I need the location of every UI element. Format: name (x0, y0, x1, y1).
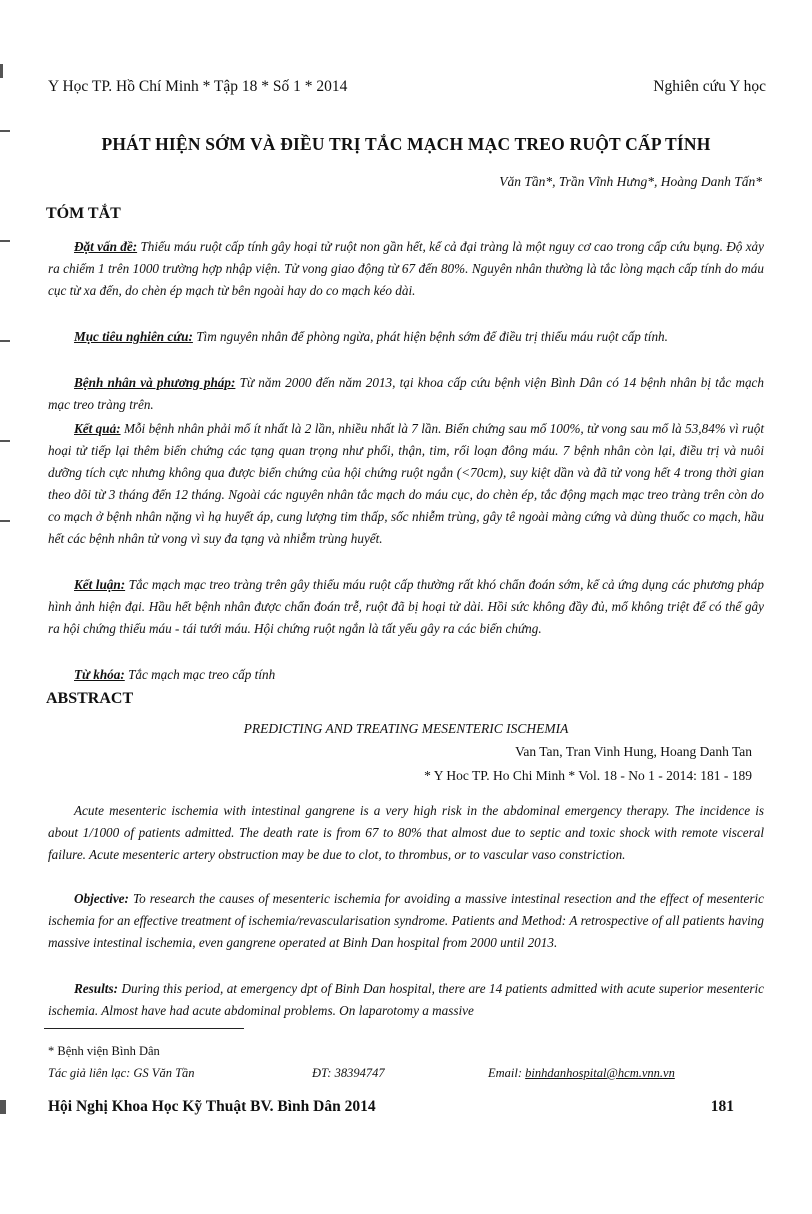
abstract-results-label: Results: (74, 981, 118, 996)
journal-header: Y Học TP. Hồ Chí Minh * Tập 18 * Số 1 * 2014 (48, 78, 348, 95)
abstract-intro-text: Acute mesenteric ischemia with intestinal gangrene is a very high risk in the abdominal emergency therapy. The incidence is about 1/1000 of patients admitted. The death rate is from 67 to 80% that almost due to septic and toxic shock with remote visceral failure. Acute mesenteric artery obstruction may be due to clot, to thrombus, or to vascular vaso constriction. (48, 803, 764, 862)
keywords-label: Từ khóa: (74, 667, 125, 682)
abstract-intro-paragraph (48, 800, 764, 866)
keywords-text: Tắc mạch mạc treo cấp tính (128, 667, 276, 682)
background-text: Thiếu máu ruột cấp tính gây hoại tử ruột non gần hết, kể cả đại tràng là một nguy cơ cao trong cấp cứu bụng. Độ xảy ra chiếm 1 trên 1000 trường hợp nhập viện. Tử vong giao động từ 67 đến 80%. Nguyên nhân thường là tắc lòng mạch cấp tính do máu cục từ xa đến, do chèn ép mạch từ bên ngoài hay do co mạch kéo dài. (48, 239, 764, 298)
scan-mark (0, 240, 10, 242)
section-header: Nghiên cứu Y học (653, 78, 766, 95)
article-authors: Văn Tần*, Trần Vĩnh Hưng*, Hoàng Danh Tấn* (499, 174, 762, 189)
results-paragraph (48, 418, 764, 550)
footnote-email-label: Email: (488, 1066, 523, 1080)
footnote-email (488, 1066, 675, 1081)
conference-footer: Hội Nghị Khoa Học Kỹ Thuật BV. Bình Dân 2014 (48, 1098, 376, 1115)
footnote-contact-author: Tác giả liên lạc: GS Văn Tần (48, 1066, 195, 1080)
conclusion-label: Kết luận: (74, 577, 126, 592)
objective-paragraph (48, 326, 764, 348)
abstract-citation: * Y Hoc TP. Ho Chi Minh * Vol. 18 - No 1 - 2014: 181 - 189 (424, 768, 752, 783)
footnote-affiliation: * Bệnh viện Bình Dân (48, 1044, 160, 1058)
scan-mark (0, 1100, 6, 1114)
objective-label: Mục tiêu nghiên cứu: (74, 329, 193, 344)
conclusion-text: Tắc mạch mạc treo tràng trên gây thiếu máu ruột cấp thường rất khó chẩn đoán sớm, kể cả ứng dụng các phương pháp hình ảnh hiện đại. Hầu hết bệnh nhân được chẩn đoán trễ, ruột đã bị hoại tử dài. Hồi sức không đầy đủ, mổ không triệt để có thể gây ra hội chứng thiếu máu - tái tưới máu. Hội chứng ruột ngắn là tất yếu gây ra các biến chứng. (48, 577, 764, 636)
abstract-results-text: During this period, at emergency dpt of Binh Dan hospital, there are 14 patients admitted with acute superior mesenteric ischemia. Almost have had acute abdominal problems. On laparotomy a massive (48, 981, 764, 1018)
abstract-objective-text: To research the causes of mesenteric ischemia for avoiding a massive intestinal resection and the effect of mesenteric ischemia for an effective treatment of ischemia/revascularisation syndrome. Patients and Method: A retrospective of all patients having massive intestinal ischemia, even gangrene operated at Binh Dan hospital from 2000 until 2013. (48, 891, 764, 950)
abstract-objective-label: Objective: (74, 891, 129, 906)
abstract-results-paragraph (48, 978, 764, 1022)
page-number: 181 (710, 1098, 734, 1115)
footnote-rule (44, 1028, 244, 1029)
methods-paragraph (48, 372, 764, 416)
article-title: PHÁT HIỆN SỚM VÀ ĐIỀU TRỊ TẮC MẠCH MẠC TREO RUỘT CẤP TÍNH (101, 134, 711, 154)
methods-text: Từ năm 2000 đến năm 2013, tại khoa cấp cứu bệnh viện Bình Dân có 14 bệnh nhân bị tắc mạch mạc treo tràng trên. (48, 375, 765, 412)
background-label: Đặt vấn đề: (74, 239, 138, 254)
results-label: Kết quả: (74, 421, 121, 436)
scan-mark (0, 340, 10, 342)
conclusion-paragraph (48, 574, 764, 640)
methods-label: Bệnh nhân và phương pháp: (74, 375, 236, 390)
abstract-heading: ABSTRACT (46, 690, 134, 707)
summary-heading: TÓM TẮT (46, 205, 121, 222)
background-paragraph (48, 236, 764, 302)
abstract-title: PREDICTING AND TREATING MESENTERIC ISCHEMIA (243, 721, 569, 736)
objective-text: Tìm nguyên nhân để phòng ngừa, phát hiện bệnh sớm để điều trị thiếu máu ruột cấp tính. (196, 329, 668, 344)
keywords-paragraph (48, 664, 764, 686)
abstract-objective-paragraph (48, 888, 764, 954)
scan-mark (0, 520, 10, 522)
scan-mark (0, 130, 10, 132)
abstract-authors: Van Tan, Tran Vinh Hung, Hoang Danh Tan (515, 744, 752, 759)
footnote-phone: ĐT: 38394747 (312, 1066, 385, 1080)
scan-mark (0, 440, 10, 442)
scan-mark (0, 64, 3, 78)
footnote-email-link[interactable]: binhdanhospital@hcm.vnn.vn (525, 1066, 675, 1080)
results-text: Mỗi bệnh nhân phải mổ ít nhất là 2 lần, nhiều nhất là 7 lần. Biến chứng sau mổ 100%, tử vong sau mổ là 53,84% vì ruột hoại tử tiếp lại thêm biến chứng các tạng quan trọng như phổi, thận, tim, rối loạn đông máu. 7 bệnh nhân còn lại, điều trị và nuôi dưỡng tích cực nhưng không qua được biến chứng của hội chứng ruột ngắn (<70cm), suy kiệt dần và đã tử vong hết 4 trong thời gian theo dõi từ 3 tháng đến 12 tháng. Ngoài các nguyên nhân tắc mạch do máu cục, do chèn ép, tắc động mạch mạc treo tràng trên còn do co mạch ở bệnh nhân nặng vì hạ huyết áp, cung lượng tim thấp, sốc nhiễm trùng, gây tê ngoài màng cứng và dùng thuốc co mạch, hầu hết các bệnh nhân tử vong vì suy đa tạng và nhiễm trùng huyết. (48, 421, 764, 546)
